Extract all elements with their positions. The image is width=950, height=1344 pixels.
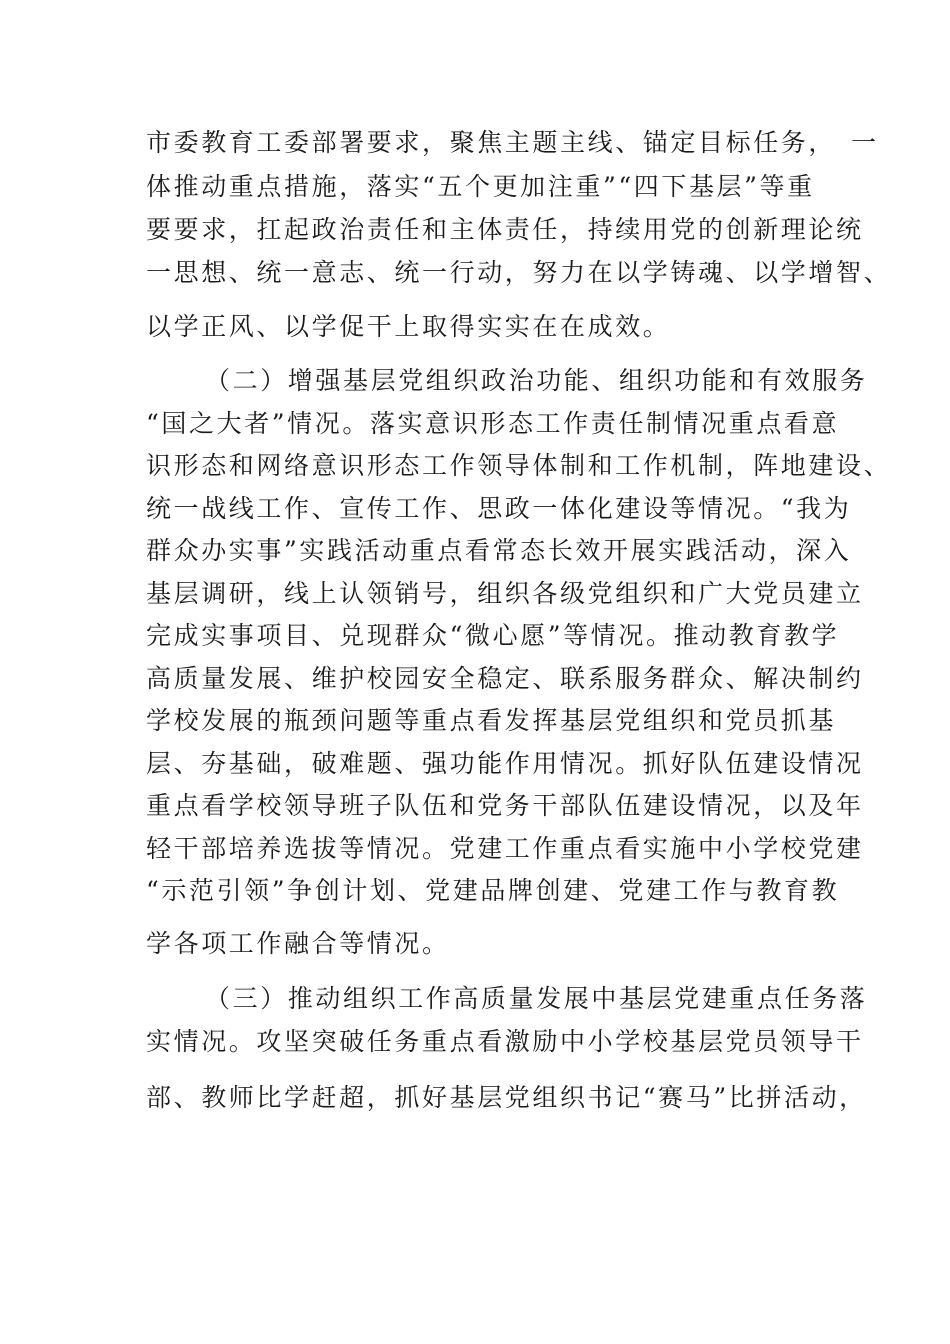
text-line: 群众办实事”实践活动重点看常态长效开展实践活动，深入 bbox=[146, 536, 852, 565]
text-line: 学各项工作融合等情况。 bbox=[146, 929, 450, 958]
section-heading-3: （三）推动组织工作高质量发展中基层党建重点任务落 bbox=[205, 984, 868, 1013]
text-line: 统一战线工作、宣传工作、思政一体化建设等情况。“我为 bbox=[146, 494, 852, 523]
text-line: “示范引领”争创计划、党建品牌创建、党建工作与教育教 bbox=[146, 876, 840, 905]
text-line: 以学正风、以学促干上取得实实在在成效。 bbox=[146, 312, 671, 341]
text-line: 部、教师比学赶超，抓好基层党组织书记“赛马”比拼活动， bbox=[146, 1083, 867, 1112]
text-line: 重点看学校领导班子队伍和党务干部队伍建设情况，以及年 bbox=[146, 791, 864, 820]
text-line: 高质量发展、维护校园安全稳定、联系服务群众、解决制约 bbox=[146, 664, 864, 693]
text-line: 层、夯基础，破难题、强功能作用情况。抓好队伍建设情况 bbox=[146, 749, 864, 778]
text-line: 一思想、统一意志、统一行动，努力在以学铸魂、以学增智、 bbox=[146, 258, 892, 287]
text-line: 市委教育工委部署要求，聚焦主题主线、锚定目标任务， 一 bbox=[146, 128, 879, 157]
section-heading-2: （二）增强基层党组织政治功能、组织功能和有效服务 bbox=[205, 366, 868, 395]
text-line: 轻干部培养选拔等情况。党建工作重点看实施中小学校党建 bbox=[146, 834, 864, 863]
text-line: 体推动重点措施，落实“五个更加注重”“四下基层”等重 bbox=[146, 172, 815, 201]
text-line: 基层调研，线上认领销号，组织各级党组织和广大党员建立 bbox=[146, 579, 864, 608]
text-line: 学校发展的瓶颈问题等重点看发挥基层党组织和党员抓基 bbox=[146, 706, 837, 735]
text-line: 完成实事项目、兑现群众“微心愿”等情况。推动教育教学 bbox=[146, 621, 840, 650]
text-line: 要要求，扛起政治责任和主体责任，持续用党的创新理论统 bbox=[146, 215, 864, 244]
text-line: 实情况。攻坚突破任务重点看激励中小学校基层党员领导干 bbox=[146, 1027, 864, 1056]
text-line: “国之大者”情况。落实意识形态工作责任制情况重点看意 bbox=[146, 409, 840, 438]
text-line: 识形态和网络意识形态工作领导体制和工作机制，阵地建设、 bbox=[146, 451, 892, 480]
